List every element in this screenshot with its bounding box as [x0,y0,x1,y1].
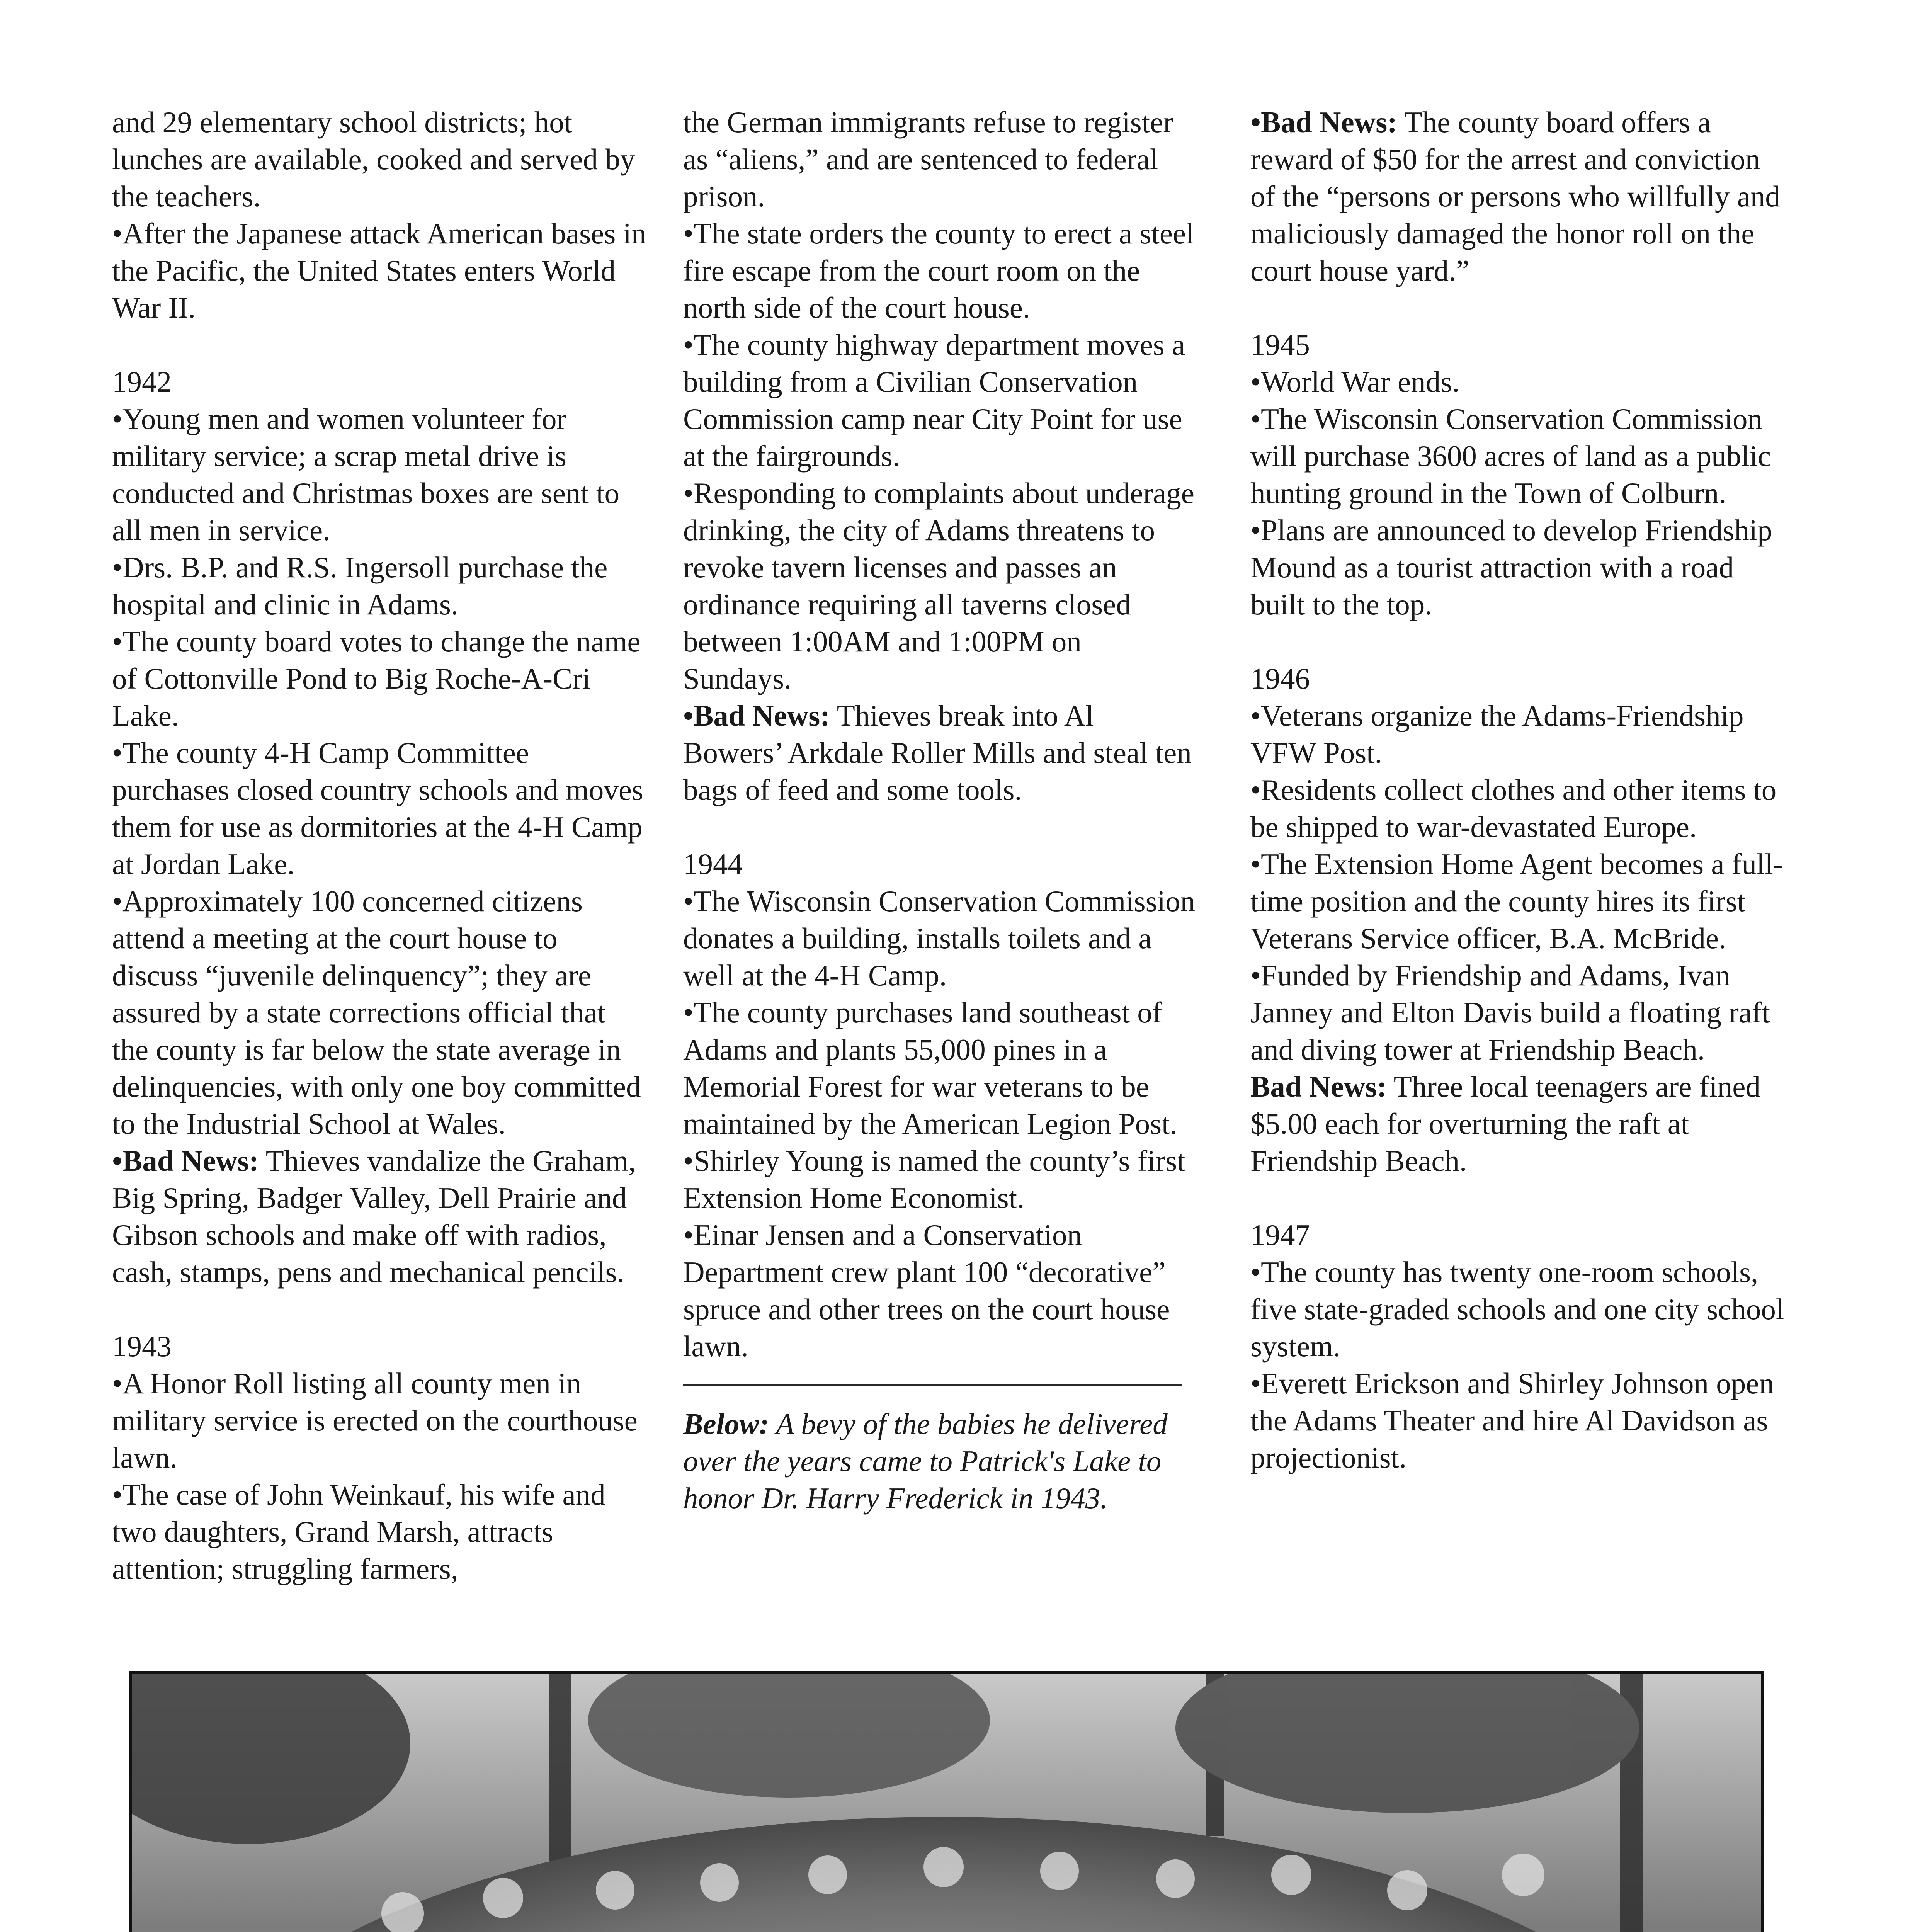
paragraph: •Veterans organize the Adams-Friendship VFW Post. [1250,699,1744,769]
bad-news-paragraph [112,1142,649,1291]
column-right [1250,104,1791,1476]
paragraph: •The state orders the county to erect a steel fire escape from the court room on the north side of the court house. [683,217,1194,324]
paragraph: •World War ends. [1250,365,1460,398]
bad-news-label: •Bad News: [1250,105,1397,139]
year-heading-1945: 1945 [1250,328,1310,361]
paragraph: •The county 4-H Camp Committee purchases closed country schools and moves them for use as dormitories at the 4-H Camp at Jordan Lake. [112,736,643,881]
bad-news-paragraph [1250,1068,1791,1179]
column-middle [683,104,1197,1517]
paragraph: •Everett Erickson and Shirley Johnson open the Adams Theater and hire Al Davidson as projectionist. [1250,1367,1774,1474]
year-heading-1943: 1943 [112,1330,172,1363]
paragraph: •The county has twenty one-room schools, five state-graded schools and one city school system. [1250,1255,1784,1363]
bad-news-label: •Bad News: [683,699,830,732]
paragraph: •After the Japanese attack American bases in the Pacific, the United States enters World War II. [112,217,646,324]
paragraph: •The Wisconsin Conservation Commission donates a building, installs toilets and a well at the 4-H Camp. [683,884,1195,992]
year-heading-1947: 1947 [1250,1218,1310,1252]
paragraph: the German immigrants refuse to register as “aliens,” and are sentenced to federal prison. [683,105,1173,213]
bad-news-text: Thieves vandalize the Graham, Big Spring, Badger Valley, Dell Prairie and Gibson schools and make off with radios, cash, stamps, pens and mechanical pencils. [112,1144,636,1289]
paragraph: •A Honor Roll listing all county men in military service is erected on the courthouse lawn. [112,1367,638,1474]
paragraph: •Funded by Friendship and Adams, Ivan Janney and Elton Davis build a floating raft and diving tower at Friendship Beach. [1250,959,1770,1066]
paragraph: •The county purchases land southeast of Adams and plants 55,000 pines in a Memorial Forest for war veterans to be maintained by the American Legion Post. [683,996,1177,1140]
paragraph: •Residents collect clothes and other items to be shipped to war-devastated Europe. [1250,773,1777,844]
bad-news-paragraph [1250,104,1791,289]
year-heading-1942: 1942 [112,365,172,398]
paragraph: •The county board votes to change the name of Cottonville Pond to Big Roche-A-Cri Lake. [112,625,641,732]
paragraph: •The case of John Weinkauf, his wife and two daughters, Grand Marsh, attracts attention; struggling farmers, [112,1478,605,1585]
photo-caption [683,1405,1197,1517]
paragraph: •Approximately 100 concerned citizens attend a meeting at the court house to discuss “juvenile delinquency”; they are assured by a state corrections official that the county is far below the state average in delinquencies, with only one boy committed to the Industrial School at Wales. [112,884,641,1140]
group-photo [129,1671,1764,1932]
bad-news-label: Bad News: [1250,1070,1387,1103]
paragraph: •Plans are announced to develop Friendship Mound as a tourist attraction with a road built to the top. [1250,514,1772,621]
paragraph: •Responding to complaints about underage drinking, the city of Adams threatens to revoke tavern licenses and passes an ordinance requiring all taverns closed between 1:00AM and 1:00PM on Sundays. [683,476,1194,695]
paragraph: •The Wisconsin Conservation Commission will purchase 3600 acres of land as a public hunting ground in the Town of Colburn. [1250,402,1771,510]
column-left [112,104,649,1587]
caption-text: A bevy of the babies he delivered over the years came to Patrick's Lake to honor Dr. Harry Frederick in 1943. [683,1407,1168,1515]
paragraph: and 29 elementary school districts; hot lunches are available, cooked and served by the teachers. [112,105,635,213]
year-heading-1944: 1944 [683,847,743,881]
paragraph: •Drs. B.P. and R.S. Ingersoll purchase the hospital and clinic in Adams. [112,551,608,621]
bad-news-text: Thieves break into Al Bowers’ Arkdale Roller Mills and steal ten bags of feed and some tools. [683,699,1192,806]
paragraph: •Shirley Young is named the county’s first Extension Home Economist. [683,1144,1185,1214]
paragraph: •The county highway department moves a building from a Civilian Conservation Commission camp near City Point for use at the fairgrounds. [683,328,1185,473]
caption-label: Below: [683,1407,769,1440]
bad-news-label: •Bad News: [112,1144,259,1177]
paragraph: •Young men and women volunteer for military service; a scrap metal drive is conducted and Christmas boxes are sent to all men in service. [112,402,619,547]
paragraph: •The Extension Home Agent becomes a full-time position and the county hires its first Veterans Service officer, B.A. McBride. [1250,847,1783,955]
bad-news-text: The county board offers a reward of $50 for the arrest and conviction of the “persons or persons who willfully and maliciously damaged the honor roll on the court house yard.” [1250,105,1780,287]
year-heading-1946: 1946 [1250,662,1310,695]
divider-rule [683,1384,1182,1386]
paragraph: •Einar Jensen and a Conservation Department crew plant 100 “decorative” spruce and other trees on the court house lawn. [683,1218,1170,1363]
bad-news-paragraph [683,697,1197,808]
bad-news-text: Three local teenagers are fined $5.00 each for overturning the raft at Friendship Beach. [1250,1070,1760,1177]
